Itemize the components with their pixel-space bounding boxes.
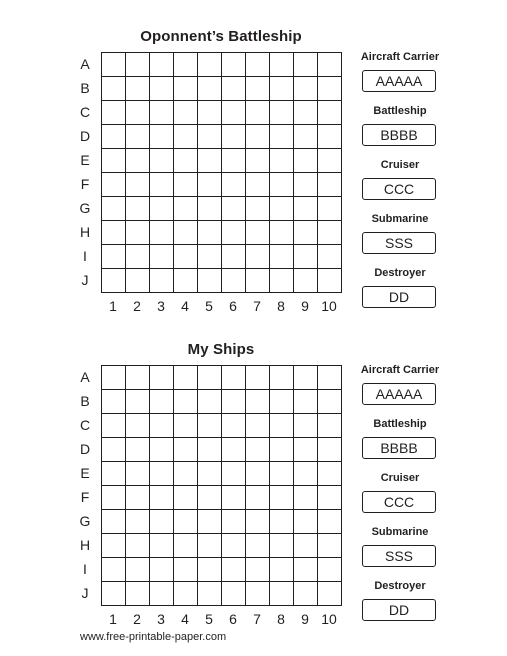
ship-code-box: CCC (362, 178, 436, 200)
grid-cell (294, 582, 318, 606)
grid-cell (174, 390, 198, 414)
grid-cell (222, 510, 246, 534)
grid-cell (270, 197, 294, 221)
grid-cell (150, 534, 174, 558)
grid-cell (126, 197, 150, 221)
my-ships-section (0, 313, 507, 627)
grid-cell (318, 510, 342, 534)
grid-cell (318, 149, 342, 173)
grid-cell (270, 77, 294, 101)
grid-cell (270, 486, 294, 510)
row-label: D (79, 441, 91, 457)
grid-cell (246, 53, 270, 77)
opponent-row-labels (74, 52, 96, 292)
grid-cell (270, 558, 294, 582)
ship-name: Battleship (373, 105, 427, 117)
grid-cell (150, 101, 174, 125)
column-label: 1 (109, 611, 117, 627)
column-label: 6 (229, 611, 237, 627)
grid-cell (270, 510, 294, 534)
grid-cell (222, 125, 246, 149)
grid-cell (126, 149, 150, 173)
row-label: J (81, 585, 89, 601)
grid-cell (174, 582, 198, 606)
grid-cell (102, 366, 126, 390)
grid-cell (270, 125, 294, 149)
grid-cell (318, 558, 342, 582)
grid-cell (270, 149, 294, 173)
grid-cell (294, 77, 318, 101)
ship-entry (355, 210, 445, 264)
grid-cell (198, 390, 222, 414)
my-ships-grid-title: My Ships (187, 341, 255, 358)
grid-cell (102, 390, 126, 414)
grid-cell (198, 197, 222, 221)
grid-cell (150, 221, 174, 245)
grid-cell (246, 438, 270, 462)
grid-cell (198, 510, 222, 534)
grid-cell (246, 510, 270, 534)
grid-cell (174, 173, 198, 197)
grid-cell (270, 462, 294, 486)
grid-cell (198, 438, 222, 462)
grid-cell (294, 462, 318, 486)
my-ships-col-labels (101, 611, 341, 627)
grid-cell (270, 366, 294, 390)
grid-cell (318, 173, 342, 197)
grid-cell (126, 582, 150, 606)
grid-cell (102, 149, 126, 173)
column-label: 7 (253, 611, 261, 627)
grid-cell (270, 414, 294, 438)
grid-cell (126, 173, 150, 197)
grid-cell (294, 173, 318, 197)
ship-name: Cruiser (380, 159, 420, 171)
grid-cell (174, 558, 198, 582)
grid-cell (222, 173, 246, 197)
column-label: 10 (321, 611, 337, 627)
grid-cell (318, 125, 342, 149)
grid-cell (222, 221, 246, 245)
grid-cell (318, 221, 342, 245)
ship-entry (355, 415, 445, 469)
ship-entry (355, 361, 445, 415)
grid-cell (150, 245, 174, 269)
row-label: J (81, 272, 89, 288)
opponent-grid-title: Oponnent’s Battleship (140, 28, 302, 45)
grid-cell (198, 269, 222, 293)
grid-cell (294, 558, 318, 582)
row-label: H (79, 224, 91, 240)
grid-cell (150, 438, 174, 462)
grid-cell (222, 558, 246, 582)
ship-code-box: DD (362, 286, 436, 308)
ship-name: Aircraft Carrier (360, 51, 440, 63)
grid-cell (294, 149, 318, 173)
grid-cell (246, 486, 270, 510)
grid-cell (318, 366, 342, 390)
grid-cell (174, 269, 198, 293)
grid-cell (270, 101, 294, 125)
grid-cell (150, 390, 174, 414)
grid-cell (126, 101, 150, 125)
grid-cell (294, 486, 318, 510)
column-label: 9 (301, 611, 309, 627)
column-label: 8 (277, 298, 285, 314)
grid-cell (174, 462, 198, 486)
grid-cell (222, 534, 246, 558)
grid-cell (198, 486, 222, 510)
grid-cell (150, 486, 174, 510)
grid-cell (294, 534, 318, 558)
grid-cell (294, 125, 318, 149)
row-label: E (80, 152, 90, 168)
grid-cell (150, 53, 174, 77)
grid-cell (270, 438, 294, 462)
grid-cell (150, 77, 174, 101)
grid-cell (150, 510, 174, 534)
row-label: A (80, 369, 90, 385)
column-label: 3 (157, 611, 165, 627)
opponent-section (0, 0, 507, 314)
grid-cell (318, 462, 342, 486)
ship-code-box: DD (362, 599, 436, 621)
ship-code-box: SSS (362, 232, 436, 254)
ship-name: Submarine (371, 526, 429, 538)
footer-url: www.free-printable-paper.com (80, 631, 227, 643)
row-label: D (79, 128, 91, 144)
grid-cell (294, 510, 318, 534)
grid-cell (246, 197, 270, 221)
grid-cell (126, 534, 150, 558)
grid-cell (222, 414, 246, 438)
grid-cell (102, 101, 126, 125)
grid-cell (126, 510, 150, 534)
grid-cell (222, 486, 246, 510)
grid-cell (126, 414, 150, 438)
grid-cell (174, 510, 198, 534)
grid-cell (222, 438, 246, 462)
column-label: 6 (229, 298, 237, 314)
row-label: B (80, 80, 90, 96)
column-label: 1 (109, 298, 117, 314)
grid-cell (246, 101, 270, 125)
ship-code-box: SSS (362, 545, 436, 567)
ship-code-box: CCC (362, 491, 436, 513)
grid-cell (198, 534, 222, 558)
ship-name: Destroyer (374, 267, 426, 279)
row-label: C (79, 417, 91, 433)
column-label: 3 (157, 298, 165, 314)
column-label: 2 (133, 298, 141, 314)
ship-entry (355, 264, 445, 318)
grid-cell (126, 486, 150, 510)
grid-cell (318, 390, 342, 414)
grid-cell (198, 558, 222, 582)
grid-cell (102, 77, 126, 101)
row-label: F (80, 176, 90, 192)
column-label: 2 (133, 611, 141, 627)
grid-cell (270, 173, 294, 197)
grid-cell (150, 582, 174, 606)
ship-name: Cruiser (380, 472, 420, 484)
grid-cell (222, 77, 246, 101)
grid-cell (102, 438, 126, 462)
grid-cell (102, 245, 126, 269)
grid-cell (294, 221, 318, 245)
row-label: A (80, 56, 90, 72)
grid-cell (294, 53, 318, 77)
grid-cell (294, 438, 318, 462)
grid-cell (246, 149, 270, 173)
grid-cell (318, 53, 342, 77)
grid-cell (102, 414, 126, 438)
column-label: 9 (301, 298, 309, 314)
grid-cell (246, 125, 270, 149)
grid-cell (150, 269, 174, 293)
ship-code-box: AAAAA (362, 70, 436, 92)
row-label: I (83, 561, 87, 577)
grid-cell (174, 53, 198, 77)
grid-cell (102, 197, 126, 221)
grid-cell (318, 101, 342, 125)
grid-cell (246, 77, 270, 101)
grid-cell (198, 414, 222, 438)
grid-cell (174, 149, 198, 173)
grid-cell (246, 173, 270, 197)
grid-cell (174, 438, 198, 462)
ship-entry (355, 577, 445, 631)
grid-cell (126, 245, 150, 269)
grid-cell (294, 101, 318, 125)
column-label: 7 (253, 298, 261, 314)
grid-cell (126, 390, 150, 414)
ship-code-box: BBBB (362, 437, 436, 459)
grid-cell (222, 390, 246, 414)
grid-cell (126, 125, 150, 149)
grid-cell (174, 245, 198, 269)
grid-cell (174, 366, 198, 390)
grid-cell (174, 414, 198, 438)
ship-code-box: AAAAA (362, 383, 436, 405)
grid-cell (246, 414, 270, 438)
grid-cell (102, 582, 126, 606)
ship-code-box: BBBB (362, 124, 436, 146)
grid-cell (102, 269, 126, 293)
grid-cell (222, 582, 246, 606)
grid-cell (294, 366, 318, 390)
column-label: 4 (181, 298, 189, 314)
grid-cell (222, 366, 246, 390)
grid-cell (126, 558, 150, 582)
ship-entry (355, 523, 445, 577)
row-label: B (80, 393, 90, 409)
column-label: 5 (205, 298, 213, 314)
grid-cell (246, 245, 270, 269)
row-label: F (80, 489, 90, 505)
grid-cell (270, 582, 294, 606)
grid-cell (126, 438, 150, 462)
grid-cell (150, 462, 174, 486)
grid-cell (174, 534, 198, 558)
grid-cell (150, 366, 174, 390)
grid-cell (318, 534, 342, 558)
grid-cell (246, 366, 270, 390)
ship-entry (355, 48, 445, 102)
grid-cell (294, 390, 318, 414)
grid-cell (318, 414, 342, 438)
grid-cell (222, 269, 246, 293)
grid-cell (126, 221, 150, 245)
column-label: 5 (205, 611, 213, 627)
ship-entry (355, 102, 445, 156)
grid-cell (150, 149, 174, 173)
grid-cell (126, 53, 150, 77)
grid-cell (102, 53, 126, 77)
grid-cell (318, 77, 342, 101)
my-ships-fleet-list (355, 361, 445, 631)
grid-cell (222, 53, 246, 77)
grid-cell (102, 534, 126, 558)
grid-cell (126, 77, 150, 101)
grid-cell (102, 510, 126, 534)
grid-cell (246, 390, 270, 414)
grid-cell (150, 125, 174, 149)
grid-cell (318, 582, 342, 606)
ship-entry (355, 469, 445, 523)
grid-cell (102, 486, 126, 510)
grid-cell (222, 197, 246, 221)
grid-cell (222, 245, 246, 269)
row-label: H (79, 537, 91, 553)
grid-cell (102, 125, 126, 149)
grid-cell (174, 486, 198, 510)
grid-cell (270, 53, 294, 77)
grid-cell (246, 534, 270, 558)
grid-cell (270, 221, 294, 245)
my-ships-row-labels (74, 365, 96, 605)
grid-cell (102, 462, 126, 486)
grid-cell (246, 558, 270, 582)
ship-name: Battleship (373, 418, 427, 430)
grid-cell (198, 77, 222, 101)
grid-cell (198, 366, 222, 390)
grid-cell (174, 101, 198, 125)
grid-cell (318, 438, 342, 462)
my-ships-grid (101, 365, 342, 606)
grid-cell (318, 486, 342, 510)
grid-cell (198, 245, 222, 269)
grid-cell (198, 173, 222, 197)
grid-cell (270, 534, 294, 558)
grid-cell (198, 462, 222, 486)
grid-cell (246, 582, 270, 606)
grid-cell (294, 269, 318, 293)
grid-cell (174, 197, 198, 221)
grid-cell (126, 462, 150, 486)
grid-cell (198, 149, 222, 173)
grid-cell (294, 414, 318, 438)
grid-cell (150, 414, 174, 438)
opponent-fleet-list (355, 48, 445, 318)
grid-cell (174, 77, 198, 101)
row-label: G (79, 513, 91, 529)
ship-name: Destroyer (374, 580, 426, 592)
grid-cell (246, 462, 270, 486)
grid-cell (198, 101, 222, 125)
grid-cell (150, 173, 174, 197)
grid-cell (246, 221, 270, 245)
grid-cell (198, 582, 222, 606)
grid-cell (318, 245, 342, 269)
grid-cell (174, 125, 198, 149)
grid-cell (126, 366, 150, 390)
grid-cell (222, 149, 246, 173)
grid-cell (150, 558, 174, 582)
grid-cell (102, 173, 126, 197)
row-label: I (83, 248, 87, 264)
grid-cell (198, 125, 222, 149)
grid-cell (126, 269, 150, 293)
ship-name: Submarine (371, 213, 429, 225)
grid-cell (150, 197, 174, 221)
grid-cell (198, 53, 222, 77)
opponent-col-labels (101, 298, 341, 314)
grid-cell (198, 221, 222, 245)
row-label: C (79, 104, 91, 120)
grid-cell (246, 269, 270, 293)
grid-cell (318, 269, 342, 293)
row-label: G (79, 200, 91, 216)
grid-cell (270, 269, 294, 293)
grid-cell (222, 101, 246, 125)
grid-cell (174, 221, 198, 245)
column-label: 10 (321, 298, 337, 314)
grid-cell (270, 245, 294, 269)
column-label: 8 (277, 611, 285, 627)
grid-cell (222, 462, 246, 486)
grid-cell (318, 197, 342, 221)
grid-cell (102, 221, 126, 245)
grid-cell (270, 390, 294, 414)
ship-name: Aircraft Carrier (360, 364, 440, 376)
grid-cell (102, 558, 126, 582)
ship-entry (355, 156, 445, 210)
opponent-grid (101, 52, 342, 293)
grid-cell (294, 245, 318, 269)
column-label: 4 (181, 611, 189, 627)
row-label: E (80, 465, 90, 481)
grid-cell (294, 197, 318, 221)
